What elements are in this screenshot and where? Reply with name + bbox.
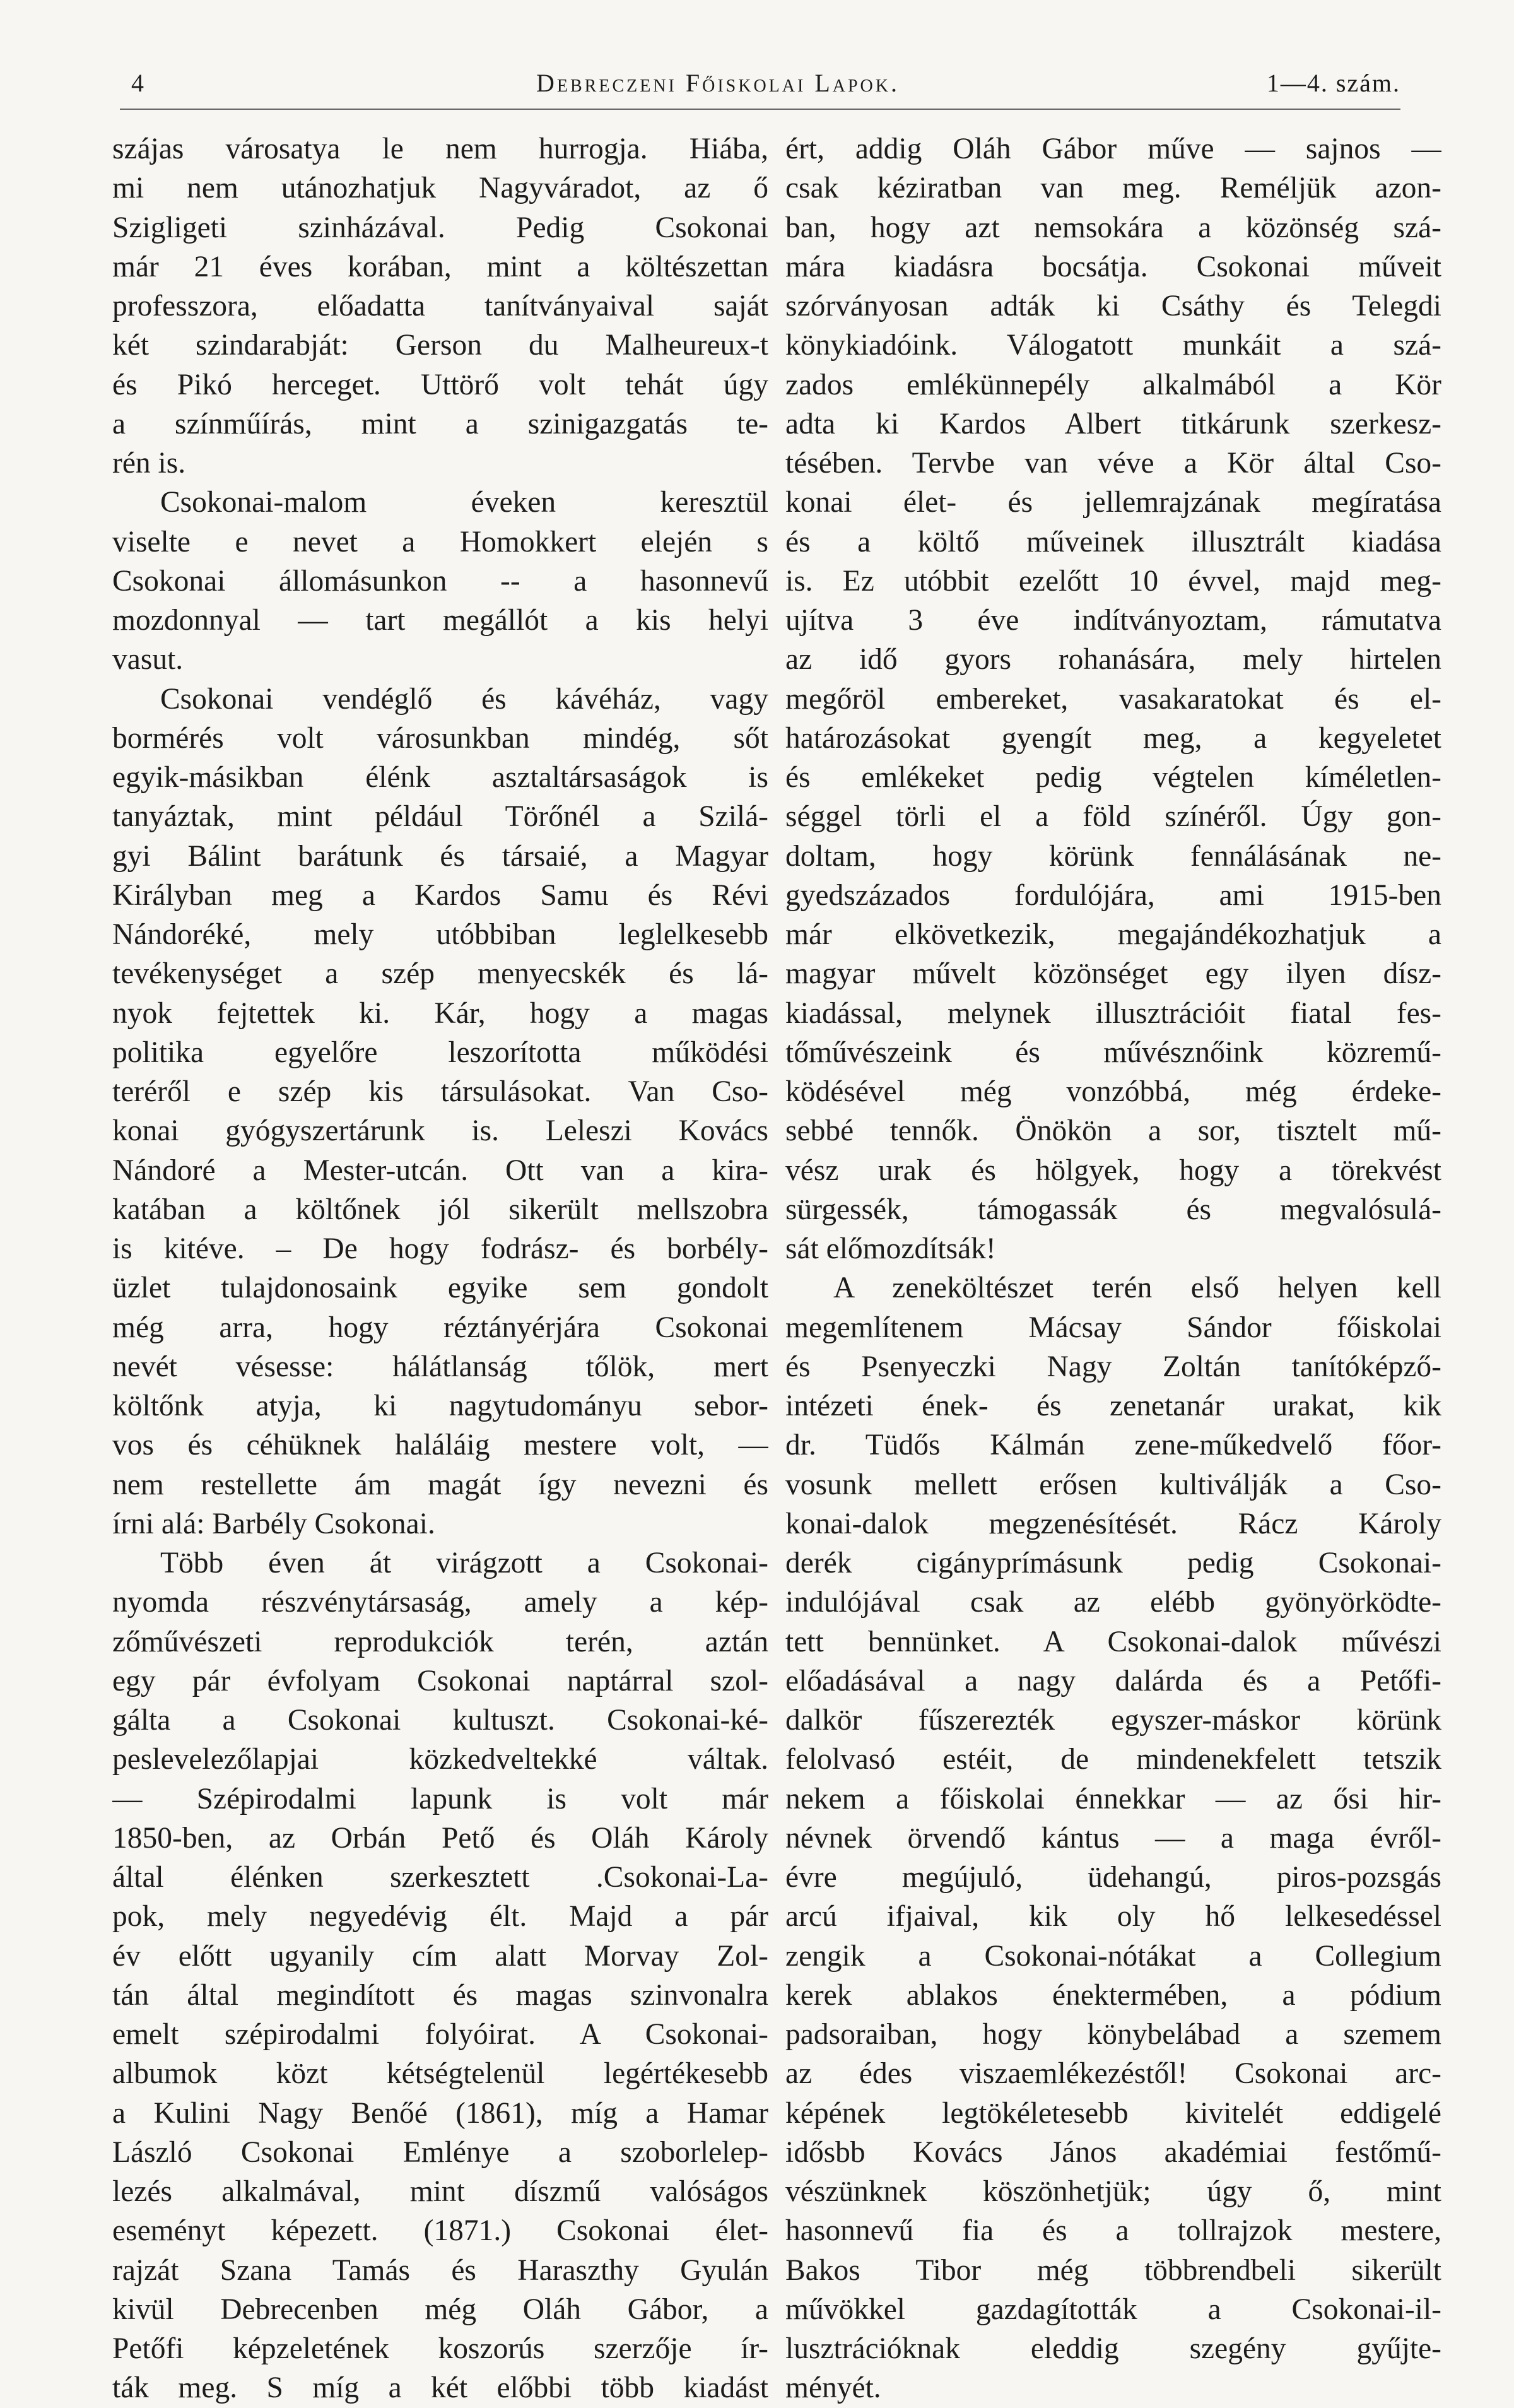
text-line: és Pikó herceget. Uttörő volt tehát úgy <box>112 368 768 401</box>
text-line: zőművészeti reprodukciók terén, aztán <box>112 1625 768 1658</box>
text-line: Nándoréké, mely utóbbiban leglelkesebb <box>112 918 768 951</box>
text-line: ujítva 3 éve indítványoztam, rámutatva <box>785 604 1441 637</box>
text-line: adta ki Kardos Albert titkárunk szerkesz- <box>785 407 1441 440</box>
text-line: csak kéziratban van meg. Reméljük azon- <box>785 172 1441 205</box>
text-line: ményét. <box>785 2371 881 2405</box>
journal-title: Debreczeni Főiskolai Lapok. <box>536 69 900 97</box>
text-line: eseményt képezett. (1871.) Csokonai élet- <box>112 2214 768 2248</box>
text-line: vészünknek köszönhetjük; úgy ő, mint <box>785 2175 1441 2208</box>
text-line: nyok fejtettek ki. Kár, hogy a magas <box>112 996 768 1030</box>
text-line: konai élet- és jellemrajzának megíratása <box>785 486 1441 519</box>
text-line: még arra, hogy réztányérjára Csokonai <box>112 1311 768 1344</box>
text-line: könykiadóink. Válogatott munkáit a szá- <box>785 329 1441 362</box>
text-line: kiadással, melynek illusztrációit fiatal fes- <box>785 996 1441 1030</box>
text-line: művökkel gazdagították a Csokonai-il- <box>785 2293 1441 2326</box>
text-line: is kitéve. – De hogy fodrász- és borbély- <box>112 1232 768 1265</box>
text-line: sebbé tennők. Önökön a sor, tisztelt mű- <box>785 1114 1441 1148</box>
text-line: nekem a főiskolai énnekkar — az ősi hir- <box>785 1782 1441 1815</box>
text-line: indulójával csak az elébb gyönyörködte- <box>785 1586 1441 1619</box>
text-line: pok, mely negyedévig élt. Majd a pár <box>112 1900 768 1933</box>
text-line: A zeneköltészet terén első helyen kell <box>833 1272 1441 1305</box>
text-line: névnek örvendő kántus — a maga évről- <box>785 1821 1441 1855</box>
text-line: rén is. <box>112 447 186 480</box>
text-line: Királyban meg a Kardos Samu és Révi <box>112 878 768 912</box>
text-line: kerek ablakos énektermében, a pódium <box>785 1978 1441 2012</box>
text-line: nevét vésesse: hálátlanság tőlök, mert <box>112 1350 768 1383</box>
text-line: hasonnevű fia és a tollrajzok mestere, <box>785 2214 1441 2248</box>
text-line: tett bennünket. A Csokonai-dalok művészi <box>785 1625 1441 1658</box>
text-line: Csokonai állomásunkon -- a hasonnevű <box>112 564 768 598</box>
text-line: zengik a Csokonai-nótákat a Collegium <box>785 1939 1441 1973</box>
text-line: 1850-ben, az Orbán Pető és Oláh Károly <box>112 1821 768 1855</box>
text-line: szájas városatya le nem hurrogja. Hiába, <box>112 133 768 165</box>
text-line: az idő gyors rohanására, mely hirtelen <box>785 643 1441 676</box>
text-line: nyomda részvénytársaság, amely a kép- <box>112 1586 768 1619</box>
issue-number: 1—4. szám. <box>1266 69 1400 97</box>
text-line: tevékenységet a szép menyecskék és lá- <box>112 957 768 991</box>
text-line: ért, addig Oláh Gábor műve — sajnos — <box>785 133 1441 165</box>
text-line: üzlet tulajdonosaink egyike sem gondolt <box>112 1272 768 1305</box>
text-line: László Csokonai Emlénye a szoborlelep- <box>112 2135 768 2169</box>
text-line: vasut. <box>112 643 184 676</box>
text-line: írni alá: Barbély Csokonai. <box>112 1507 435 1540</box>
text-line: viselte e nevet a Homokkert elején s <box>112 525 768 558</box>
text-line: magyar művelt közönséget egy ilyen dísz- <box>785 957 1441 991</box>
text-line: peslevelezőlapjai közkedveltekké váltak. <box>112 1743 768 1776</box>
text-line: lezés alkalmával, mint díszmű valóságos <box>112 2175 768 2208</box>
text-line: padsoraiban, hogy könybelábad a szemem <box>785 2018 1441 2051</box>
text-line: ban, hogy azt nemsokára a közönség szá- <box>785 211 1441 244</box>
text-line: vosunk mellett erősen kultiválják a Cso- <box>785 1468 1441 1501</box>
text-line: katában a költőnek jól sikerült mellszobra <box>112 1193 768 1226</box>
text-line: már 21 éves korában, mint a költészettan <box>112 250 768 283</box>
text-line: Csokonai-malom éveken keresztül <box>160 486 768 519</box>
text-line: szórványosan adták ki Csáthy és Telegdi <box>785 290 1441 322</box>
text-line: megőröl embereket, vasakaratokat és el- <box>785 682 1441 716</box>
left-column <box>112 129 768 2408</box>
text-line: albumok közt kétségtelenül legértékesebb <box>112 2057 768 2091</box>
text-line: idősbb Kovács János akadémiai festőmű- <box>785 2135 1441 2169</box>
header-rule <box>120 109 1400 110</box>
text-line: nem restellette ám magát így nevezni és <box>112 1468 768 1501</box>
text-line: a Kulini Nagy Benőé (1861), míg a Hamar <box>112 2096 768 2130</box>
text-line: Bakos Tibor még többrendbeli sikerült <box>785 2253 1441 2287</box>
text-line: már elkövetkezik, megajándékozhatjuk a <box>785 918 1441 951</box>
text-line: — Szépirodalmi lapunk is volt már <box>112 1782 768 1815</box>
text-line: derék cigányprímásunk pedig Csokonai- <box>785 1547 1441 1579</box>
text-line: ták meg. S míg a két előbbi több kiadást <box>112 2371 768 2405</box>
text-line: mi nem utánozhatjuk Nagyváradot, az ő <box>112 172 768 205</box>
text-line: vész urak és hölgyek, hogy a törekvést <box>785 1154 1441 1187</box>
text-line: a színműírás, mint a szinigazgatás te- <box>112 407 768 440</box>
text-line: Több éven át virágzott a Csokonai- <box>160 1547 768 1579</box>
text-line: séggel törli el a föld színéről. Úgy gon- <box>785 800 1441 834</box>
text-line: doltam, hogy körünk fennálásának ne- <box>785 839 1441 873</box>
text-line: lusztrációknak eleddig szegény gyűjte- <box>785 2332 1441 2365</box>
text-line: dalkör fűszerezték egyszer-máskor körünk <box>785 1704 1441 1737</box>
text-line: Nándoré a Mester-utcán. Ott van a kira- <box>112 1154 768 1187</box>
text-line: képének legtökéletesebb kivitelét eddigelé <box>785 2096 1441 2130</box>
text-line: emelt szépirodalmi folyóirat. A Csokonai- <box>112 2018 768 2051</box>
text-line: határozásokat gyengít meg, a kegyeletet <box>785 721 1441 755</box>
text-line: tán által megindított és magas szinvonalra <box>112 1978 768 2012</box>
text-line: gyedszázados fordulójára, ami 1915-ben <box>785 878 1441 912</box>
running-header <box>120 68 1400 106</box>
text-line: konai-dalok megzenésítését. Rácz Károly <box>785 1507 1441 1540</box>
text-line: sát előmozdítsák! <box>785 1232 996 1265</box>
text-line: gyi Bálint barátunk és társaié, a Magyar <box>112 839 768 873</box>
text-line: tésében. Tervbe van véve a Kör által Cso- <box>785 447 1441 480</box>
text-line: évre megújuló, üdehangú, piros-pozsgás <box>785 1861 1441 1894</box>
text-line: professzora, előadatta tanítványaival saját <box>112 290 768 322</box>
text-line: intézeti ének- és zenetanár urakat, kik <box>785 1390 1441 1422</box>
text-line: vos és céhüknek haláláig mestere volt, — <box>112 1429 768 1462</box>
text-line: Petőfi képzeletének koszorús szerzője ír- <box>112 2332 768 2365</box>
text-line: két szindarabját: Gerson du Malheureux-t <box>112 329 768 362</box>
text-line: által élénken szerkesztett .Csokonai-La- <box>112 1861 768 1894</box>
text-line: előadásával a nagy dalárda és a Petőfi- <box>785 1664 1441 1697</box>
text-line: tőművészeink és művésznőink közremű- <box>785 1036 1441 1069</box>
text-line: zados emlékünnepély alkalmából a Kör <box>785 368 1441 401</box>
text-line: arcú ifjaival, kik oly hő lelkesedéssel <box>785 1900 1441 1933</box>
text-line: teréről e szép kis társulásokat. Van Cso- <box>112 1075 768 1108</box>
text-line: politika egyelőre leszorította működési <box>112 1036 768 1069</box>
text-line: mozdonnyal — tart megállót a kis helyi <box>112 604 768 637</box>
text-line: az édes viszaemlékezéstől! Csokonai arc- <box>785 2057 1441 2091</box>
text-line: és Psenyeczki Nagy Zoltán tanítóképző- <box>785 1350 1441 1383</box>
page-number: 4 <box>131 69 145 97</box>
text-line: egy pár évfolyam Csokonai naptárral szol- <box>112 1664 768 1697</box>
text-line: gálta a Csokonai kultuszt. Csokonai-ké- <box>112 1704 768 1737</box>
text-line: költőnk atyja, ki nagytudományu sebor- <box>112 1390 768 1422</box>
text-line: tanyáztak, mint például Törőnél a Szilá- <box>112 800 768 834</box>
text-line: bormérés volt városunkban mindég, sőt <box>112 721 768 755</box>
text-line: is. Ez utóbbit ezelőtt 10 évvel, majd meg- <box>785 564 1441 598</box>
right-column <box>785 129 1441 2408</box>
text-line: megemlítenem Mácsay Sándor főiskolai <box>785 1311 1441 1344</box>
text-line: év előtt ugyanily cím alatt Morvay Zol- <box>112 1939 768 1973</box>
text-line: Szigligeti szinházával. Pedig Csokonai <box>112 211 768 244</box>
text-line: és emlékeket pedig végtelen kíméletlen- <box>785 761 1441 794</box>
text-line: Csokonai vendéglő és kávéház, vagy <box>160 682 768 716</box>
text-line: konai gyógyszertárunk is. Leleszi Kovács <box>112 1114 768 1148</box>
text-line: és a költő műveinek illusztrált kiadása <box>785 525 1441 558</box>
text-line: felolvasó estéit, de mindenekfelett tetszik <box>785 1743 1441 1776</box>
text-line: egyik-másikban élénk asztaltársaságok is <box>112 761 768 794</box>
text-line: mára kiadásra bocsátja. Csokonai műveit <box>785 250 1441 283</box>
text-line: sürgessék, támogassák és megvalósulá- <box>785 1193 1441 1226</box>
text-line: rajzát Szana Tamás és Haraszthy Gyulán <box>112 2253 768 2287</box>
text-line: kivül Debrecenben még Oláh Gábor, a <box>112 2293 768 2326</box>
text-line: dr. Tüdős Kálmán zene-műkedvelő főor- <box>785 1429 1441 1462</box>
text-line: ködésével még vonzóbbá, még érdeke- <box>785 1075 1441 1108</box>
